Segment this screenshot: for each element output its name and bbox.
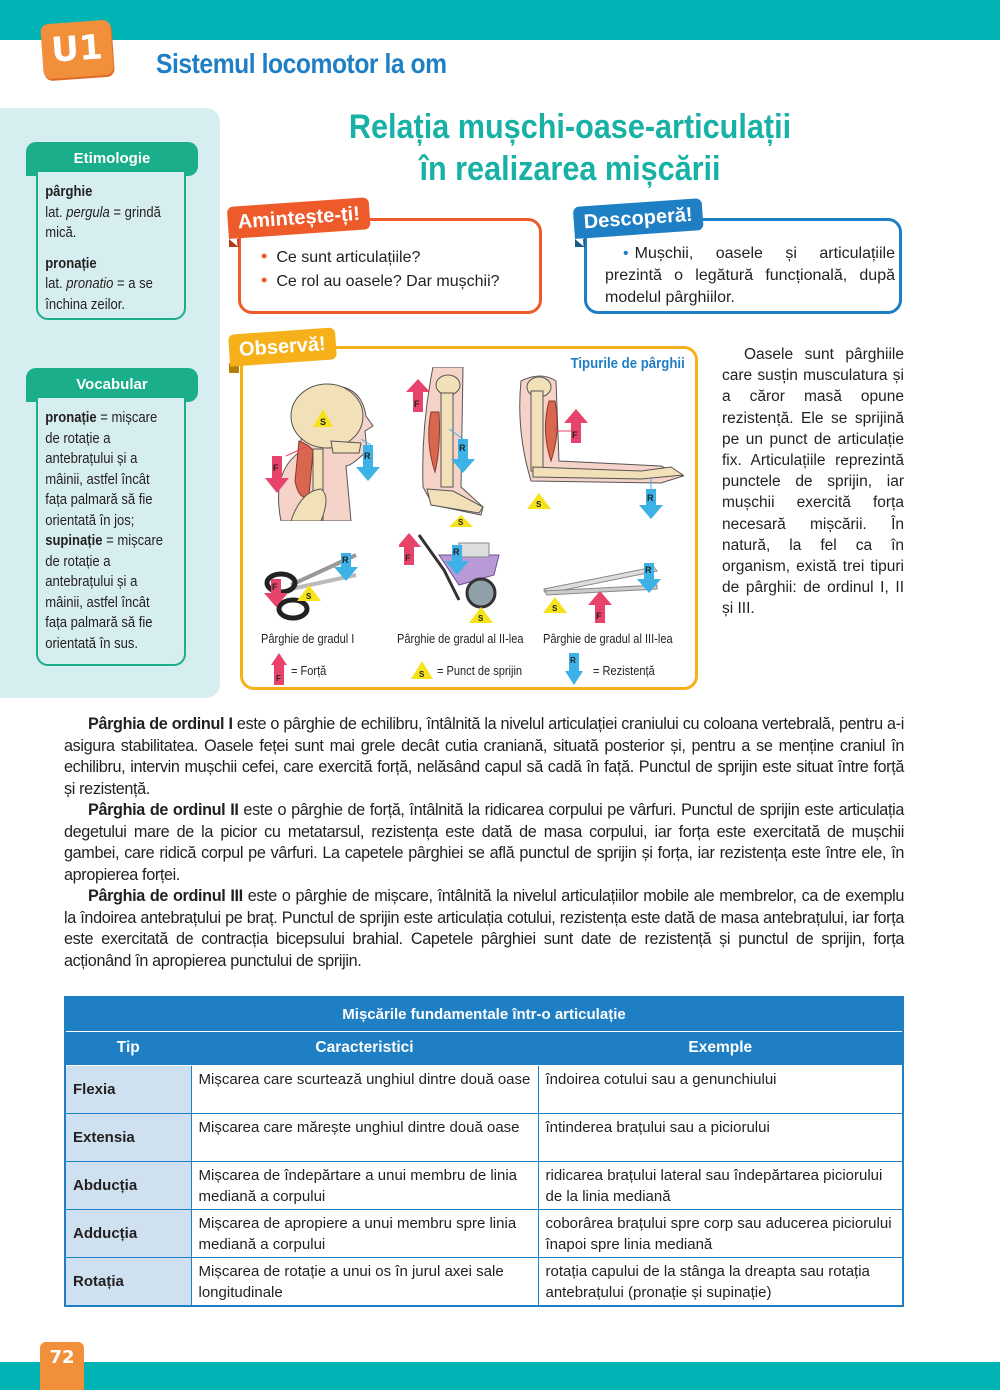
support-triangle-icon [411,661,433,679]
svg-text:R: R [453,547,460,557]
svg-text:R: R [459,443,466,453]
table-header-tip: Tip [65,1031,191,1065]
etymology-term: pronație [45,255,97,272]
etymology-heading: Etimologie [26,142,198,176]
svg-text:S: S [552,604,558,613]
svg-text:R: R [570,656,576,665]
svg-text:F: F [572,430,578,440]
head-neck-lever-icon [261,371,381,521]
svg-text:S: S [419,670,425,679]
discover-tag: Descoperă! [573,198,704,239]
etymology-entry: pronație lat. pronatio = a se închina zeilor. [45,255,153,313]
svg-text:F: F [272,582,278,592]
vocabulary-term: supinație [45,533,103,549]
svg-text:S: S [478,614,484,623]
bottom-band [0,1362,1000,1390]
top-band [0,0,1000,40]
vocabulary-term: pronație [45,410,97,426]
wheelbarrow-lever-icon [399,525,509,625]
table-row: Flexia Mișcarea care scurtează unghiul dintre două oase îndoirea cotului sau a genunchiului [65,1065,903,1113]
svg-text:F: F [405,553,411,563]
table-row: Rotația Mișcarea de rotație a unui os în jurul axei sale longitudinale rotația capului de la stânga la dreapta sau rotația antebrațului (pronație și supinație) [65,1257,903,1306]
legend-resistance: = Rezistență [593,663,655,678]
discover-text: • Mușchii, oasele și articulațiile prezintă o legătură funcțională, după modelul pârghiilor. [605,245,895,306]
table-row: Abducția Mișcarea de îndepărtare a unui membru de linia mediană a corpului ridicarea brațului lateral sau îndepărtarea piciorului de la linia mediană [65,1161,903,1209]
lever-caption-second: Pârghie de gradul al II-lea [397,631,524,646]
legend-support: = Punct de sprijin [437,663,523,678]
svg-text:F: F [414,399,420,409]
table-row: Adducția Mișcarea de apropiere a unui membru spre linia mediană a corpului coborârea brațului spre corp sau aducerea piciorului înapoi spre linia mediană [65,1209,903,1257]
side-paragraph: Oasele sunt pârghiile care susțin musculatura și a căror masă opune rezistență. Ele se sprijină pe un punct de articulație fix. Articulațiile reprezintă punctele de sprijin, iar mușchii exercită forța necesară mișcării. În natură, la fel ca în organism, există trei tipuri de pârghii: de ordinul I, II și III. [722,346,904,618]
remember-item: • Ce sunt articulațiile? [261,245,500,269]
lever-caption-third: Pârghie de gradul al III-lea [543,631,673,646]
chapter-title: Sistemul locomotor la om [156,48,447,79]
vocabulary-entry: supinație = mișcare de rotație a antebrațului și a mâinii, astfel încât fața palmară să fie orientată în sus. [45,533,164,652]
table-row: Extensia Mișcarea care mărește unghiul dintre două oase întinderea brațului sau a piciorului [65,1113,903,1161]
unit-badge: U1 [40,20,114,80]
movements-table [64,996,904,1307]
remember-tag: Amintește-ți! [227,197,371,239]
legend-force: = Forță [291,663,327,678]
discover-callout [583,203,902,314]
svg-text:F: F [276,674,281,683]
body-text [64,714,904,972]
leg-lever-icon [403,367,493,527]
svg-text:R: R [364,451,371,461]
page-number: 72 [40,1342,84,1390]
vocabulary-entry: pronație = mișcare de rotație a antebrațului și a mâinii, astfel încât fața palmară să fie orientată în jos; [45,410,158,529]
bullet-icon: • [623,245,629,262]
svg-text:S: S [458,518,464,527]
svg-text:R: R [342,555,349,565]
paragraph-lever-third: Pârghia de ordinul III este o pârghie de mișcare, întâlnită la nivelul articulațiilor mobile ale membrelor, ca de exemplu la îndoirea antebrațului pe braț. Punctul de sprijin este articulația cotului, rezistența este dată de masa antebrațului, iar forța este exercitată de contracția bicepsului brahial. Capetele pârghiei sunt date de rezistență și punctul de sprijin, forța acționând în apropierea punctului de sprijin. [64,887,904,970]
sidebar [0,108,220,698]
svg-text:S: S [536,500,542,509]
svg-text:S: S [320,417,327,427]
svg-text:R: R [645,565,652,575]
etymology-term: pârghie [45,184,93,200]
lever-types-title: Tipurile de pârghii [570,355,685,372]
vocabulary-box [36,398,186,666]
remember-callout [237,202,542,314]
lesson-title: Relația mușchi-oase-articulații în realizarea mișcării [348,108,792,188]
table-header-exemple: Exemple [538,1031,903,1065]
paragraph-lever-second: Pârghia de ordinul II este o pârghie de forță, întâlnită la ridicarea corpului pe vârfuri. Punctul de sprijin este articulația degetului mare de la picior cu metatarsul, rezistența este dată de masa corpului, iar forța este exercitată de mușchii gambei, care ridică corpul pe vârfuri. La capetele pârghiei se află punctul de sprijin și forța, iar rezistența este între ele, în apropierea forței. [64,801,904,884]
svg-text:R: R [647,493,654,503]
observe-tag: Observă! [228,327,337,366]
etymology-origin: pronatio [66,276,114,292]
force-arrow-icon [271,653,287,685]
svg-text:S: S [306,592,312,601]
vocabulary-heading: Vocabular [26,368,198,402]
svg-text:F: F [596,611,602,621]
etymology-box [36,172,186,320]
table-header-caracteristici: Caracteristici [191,1031,538,1065]
paragraph-lever-first: Pârghia de ordinul I este o pârghie de echilibru, întâlnită la nivelul articulației craniului cu coloana vertebrală, pentru a-i asigura stabilitatea. Oasele feței sunt mai grele decât cutia craniană, situată posterior și, pentru a se menține craniul în echilibru, intervin mușchii cefei, care exercită forță, nelăsând capul să cadă în față. Punctul de sprijin este situat între forță și rezistență. [64,715,904,798]
table-caption: Mișcările fundamentale într-o articulație [65,997,903,1031]
etymology-entry: pârghie lat. pergula = grindă mică. [45,184,161,241]
remember-item: • Ce rol au oasele? Dar mușchii? [261,269,500,293]
remember-list [261,245,500,293]
arm-lever-icon [511,371,691,521]
svg-text:F: F [273,463,279,473]
resistance-arrow-icon [565,653,583,685]
observe-figure [238,333,698,690]
scissors-lever-icon [261,545,361,625]
tweezers-lever-icon [539,559,669,625]
etymology-origin: pergula [66,204,110,221]
lever-caption-first: Pârghie de gradul I [261,631,355,646]
